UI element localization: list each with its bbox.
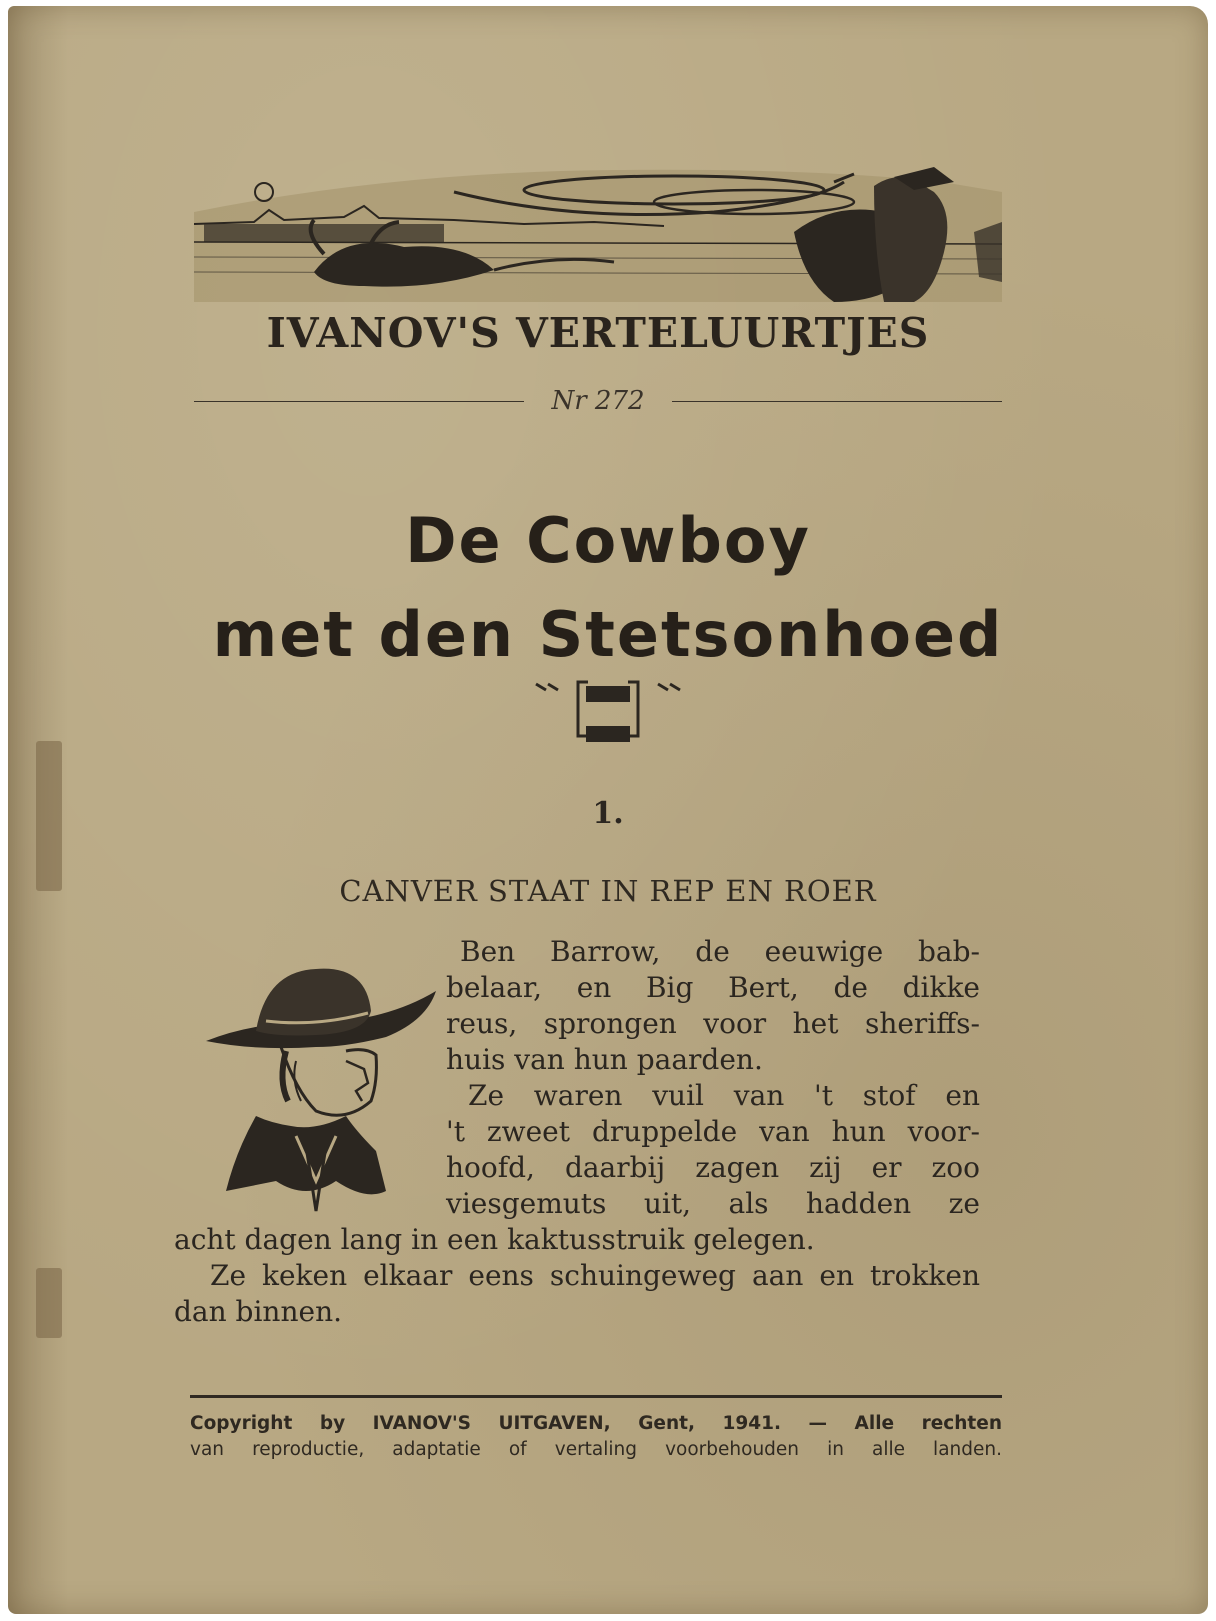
prairie-banner-illustration: [194, 162, 1002, 308]
issue-rule-right: [672, 401, 1002, 402]
spine-tear: [36, 741, 62, 891]
cowboy-hat-icon: [196, 951, 446, 1221]
copyright-line-2: van reproductie, adaptatie of vertaling voorbehouden in alle landen.: [190, 1439, 1002, 1460]
book-title-line-1: De Cowboy: [405, 504, 811, 577]
cowboy-lasso-icon: [194, 162, 1002, 308]
footer-rule: [190, 1395, 1002, 1398]
book-cover: [8, 6, 1208, 1614]
issue-number: Nr 272: [551, 386, 645, 416]
story-line: acht dagen lang in een kaktusstruik gelegen.: [174, 1223, 815, 1256]
story-line: huis van hun paarden.: [446, 1043, 763, 1076]
story-line: hoofd, daarbij zagen zij er zoo: [446, 1151, 980, 1184]
story-line: belaar, en Big Bert, de dikke: [446, 971, 980, 1004]
book-title: [158, 494, 1058, 682]
story-line: dan binnen.: [174, 1295, 342, 1328]
story-line: Ze keken elkaar eens schuingeweg aan en trokken: [210, 1259, 980, 1292]
story-line: Ben Barrow, de eeuwige bab-: [460, 935, 980, 968]
book-title-line-2: met den Stetsonhoed: [212, 598, 1004, 671]
chapter-number: 1.: [592, 796, 624, 831]
publisher-emblem-icon: [528, 676, 688, 756]
series-title: IVANOV'S VERTELUURTJES: [266, 309, 930, 357]
story-line: viesgemuts uit, als hadden ze: [446, 1187, 980, 1220]
issue-number-row: [194, 386, 1002, 416]
story-line: Ze waren vuil van 't stof en: [468, 1079, 980, 1112]
copyright-line-1: Copyright by IVANOV'S UITGAVEN, Gent, 1941. — Alle rechten: [190, 1413, 1002, 1434]
story-line: reus, sprongen voor het sheriffs-: [446, 1007, 980, 1040]
issue-rule-left: [194, 401, 524, 402]
chapter-title: CANVER STAAT IN REP EN ROER: [339, 874, 877, 908]
copyright-notice: [190, 1411, 1002, 1463]
spine-tear: [36, 1268, 62, 1338]
cowboy-portrait-illustration: [196, 951, 446, 1221]
story-line: 't zweet druppelde van hun voor-: [446, 1115, 980, 1148]
